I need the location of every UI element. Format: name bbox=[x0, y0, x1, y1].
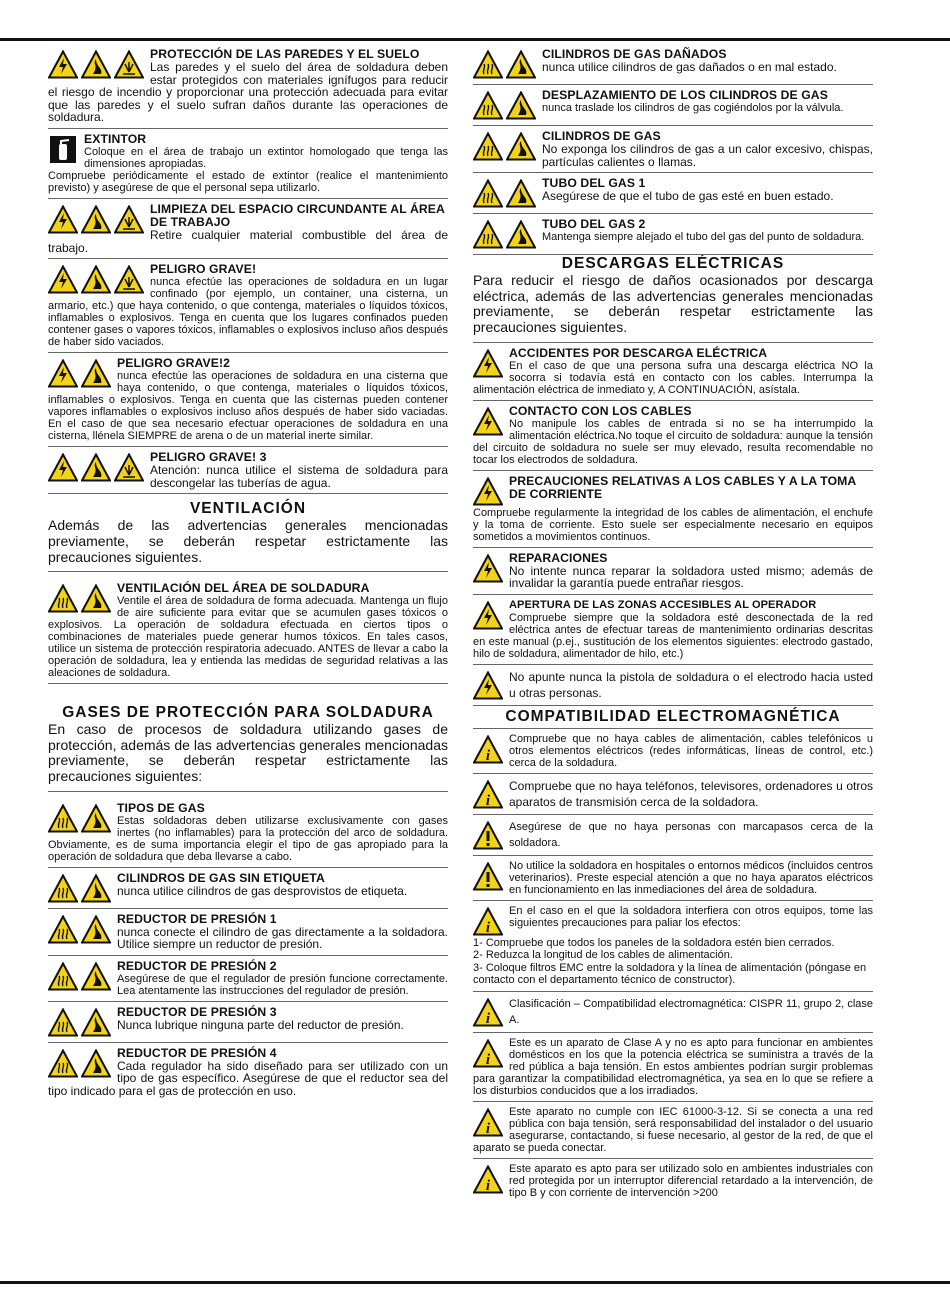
section-body: Este aparato es apto para ser utilizado solo en ambientes industriales con red protegida por un interruptor diferencial retardado a la intervención, de tipo B y con corriente de intervención >200 bbox=[509, 1162, 873, 1199]
fire-extinguisher-icon bbox=[48, 135, 78, 164]
section-emc-1 bbox=[473, 729, 873, 774]
section-body: No manipule los cables de entrada si no se ha interrumpido la alimentación eléctrica.No toque el circuito de soldadura: aunque la tensión del circuito de soldadura no suele ser muy elevado, resulta recomendable no tocar los electrodos de soldadura. bbox=[473, 417, 873, 466]
info-warning-icon bbox=[473, 1039, 503, 1068]
section-reductor-2 bbox=[48, 956, 448, 1002]
fumes-hazard-icon bbox=[48, 584, 78, 613]
fire-hazard-icon bbox=[506, 91, 536, 120]
sparks-hazard-icon bbox=[114, 453, 144, 482]
fire-hazard-icon bbox=[81, 50, 111, 79]
fire-hazard-icon bbox=[81, 265, 111, 294]
list-item: 1- Compruebe que todos los paneles de la soldadora estén bien cerrados. bbox=[473, 936, 835, 949]
fire-hazard-icon bbox=[506, 220, 536, 249]
section-tubo-2 bbox=[473, 214, 873, 255]
section-title: TUBO DEL GAS 2 bbox=[542, 217, 646, 232]
section-body: Atención: nunca utilice el sistema de soldadura para descongelar las tuberías de agua. bbox=[150, 463, 448, 490]
section-body: Compruebe siempre que la soldadora esté desconectada de la red eléctrica antes de efectuar tareas de mantenimiento ordinarias descritas en este manual (p.ej., sustitución de los elementos siguientes: electrodo gastado, hilo de soldadura, alimentador de hilo, etc.) bbox=[473, 611, 873, 660]
electric-hazard-icon bbox=[473, 477, 503, 506]
section-title: REDUCTOR DE PRESIÓN 1 bbox=[117, 911, 277, 926]
fire-hazard-icon bbox=[81, 804, 111, 833]
section-desplazamiento bbox=[473, 85, 873, 126]
fire-hazard-icon bbox=[81, 359, 111, 388]
section-title: DESPLAZAMIENTO DE LOS CILINDROS DE GAS bbox=[542, 88, 828, 102]
fumes-hazard-icon bbox=[473, 220, 503, 249]
section-peligro-1 bbox=[48, 259, 448, 353]
section-title: CONTACTO CON LOS CABLES bbox=[509, 403, 692, 418]
section-title: PRECAUCIONES RELATIVAS A LOS CABLES Y A LA TOMA DE CORRIENTE bbox=[509, 473, 856, 501]
section-emc-2 bbox=[473, 774, 873, 815]
fire-hazard-icon bbox=[506, 50, 536, 79]
intro-ventilacion: Además de las advertencias generales mencionadas previamente, se deberán respetar estrictamente las precauciones siguientes. bbox=[48, 518, 448, 572]
exclamation-warning-icon bbox=[473, 862, 503, 891]
section-body: Compruebe que no haya cables de alimentación, cables telefónicos u otros elementos eléctricos (redes informáticas, líneas de control, etc.) cerca de la soldadura. bbox=[509, 732, 873, 769]
section-title: ACCIDENTES POR DESCARGA ELÉCTRICA bbox=[509, 345, 768, 360]
fumes-hazard-icon bbox=[473, 179, 503, 208]
fire-hazard-icon bbox=[81, 1008, 111, 1037]
section-body: Mantenga siempre alejado el tubo del gas del punto de soldadura. bbox=[542, 231, 865, 244]
fumes-hazard-icon bbox=[48, 962, 78, 991]
section-title: CILINDROS DE GAS SIN ETIQUETA bbox=[117, 870, 325, 885]
section-reductor-4 bbox=[48, 1043, 448, 1102]
section-cilindros-gas bbox=[473, 126, 873, 173]
section-emc-7 bbox=[473, 1033, 873, 1102]
electric-hazard-icon bbox=[48, 265, 78, 294]
section-body: Asegúrese de que el regulador de presión funcione correctamente. Lea atentamente las instrucciones del regulador de presión. bbox=[117, 972, 448, 997]
section-sin-etiqueta bbox=[48, 868, 448, 909]
section-ventilacion-area bbox=[48, 578, 448, 684]
section-body: Este aparato no cumple con IEC 61000-3-12. Si se conecta a una red pública con baja tensión, será responsabilidad del instalador o del usuario asegurarse, contactando, si fuese necesario, al gestor de la red, de que el aparato se pueda conectar. bbox=[473, 1105, 873, 1154]
right-column bbox=[473, 44, 873, 1203]
heading-gases: GASES DE PROTECCIÓN PARA SOLDADURA bbox=[62, 704, 434, 722]
sparks-hazard-icon bbox=[114, 205, 144, 234]
fumes-hazard-icon bbox=[473, 91, 503, 120]
fire-hazard-icon bbox=[506, 132, 536, 161]
bottom-rule bbox=[0, 1281, 950, 1284]
section-title: VENTILACIÓN DEL ÁREA DE SOLDADURA bbox=[117, 581, 370, 596]
section-tipos-gas bbox=[48, 792, 448, 868]
list-item: 2- Reduzca la longitud de los cables de alimentación. bbox=[473, 949, 733, 962]
section-title: EXTINTOR bbox=[84, 131, 147, 146]
section-body: Retire cualquier material combustible del área de trabajo. bbox=[48, 227, 448, 255]
section-body: No apunte nunca la pistola de soldadura o el electrodo hacia usted u otras personas. bbox=[509, 669, 873, 700]
section-limpieza bbox=[48, 199, 448, 259]
heading-emc: COMPATIBILIDAD ELECTROMAGNÉTICA bbox=[473, 708, 873, 729]
section-body: nunca efectúe las operaciones de soldadura en un lugar confinado (por ejemplo, un container, una cisterna, un armario, etc.) que haya contenido, o que contenga, materiales o líquidos tóxicos, inflamables o explosivos. Tenga en cuenta que los lugares confinados pueden contener gases o vapores tóxicos, inflamables o explosivos incluso años después de haber sido vaciados. bbox=[48, 276, 448, 349]
section-emc-4 bbox=[473, 856, 873, 901]
electric-hazard-icon bbox=[48, 50, 78, 79]
section-body: Compruebe que no haya teléfonos, televisores, ordenadores u otros aparatos de transmisión cerca de la soldadora. bbox=[509, 778, 873, 809]
section-body: Coloque en el área de trabajo un extintor homologado que tenga las dimensiones apropiadas. bbox=[84, 145, 448, 170]
section-body: nunca utilice cilindros de gas dañados o en mal estado. bbox=[542, 60, 837, 74]
section-emc-8 bbox=[473, 1102, 873, 1159]
fire-hazard-icon bbox=[81, 1049, 111, 1078]
section-body: No exponga los cilindros de gas a un calor excesivo, chispas, partículas calientes o llamas. bbox=[542, 142, 873, 169]
fire-hazard-icon bbox=[506, 179, 536, 208]
exclamation-warning-icon bbox=[473, 821, 503, 850]
section-title: CILINDROS DE GAS DAÑADOS bbox=[542, 47, 727, 61]
electric-hazard-icon bbox=[473, 601, 503, 630]
section-title: APERTURA DE LAS ZONAS ACCESIBLES AL OPERADOR bbox=[509, 598, 817, 611]
info-warning-icon bbox=[473, 780, 503, 809]
section-peligro-3 bbox=[48, 447, 448, 494]
intro-descargas: Para reducir el riesgo de daños ocasionados por descarga eléctrica, además de las advertencias generales mencionadas previamente, se deberán respetar estrictamente las precauciones siguientes. bbox=[473, 273, 873, 342]
list-item: 3- Coloque filtros EMC entre la soldadora y la línea de alimentación (póngase en contacto con el departamento técnico de constructor). bbox=[473, 961, 867, 987]
svg-text:i: i bbox=[485, 1120, 491, 1137]
section-walls bbox=[48, 44, 448, 129]
info-warning-icon bbox=[473, 1165, 503, 1194]
section-title: REDUCTOR DE PRESIÓN 4 bbox=[117, 1045, 277, 1060]
section-body: Este es un aparato de Clase A y no es apto para funcionar en ambientes domésticos en los que la potencia eléctrica se suministra a través de la red pública a baja tensión. En estos ambientes podrían surgir problemas para garantizar la compatibilidad electromagnética, ya sea en lo que se refiere a los disturbios conducidos que a los irradiados. bbox=[473, 1036, 873, 1097]
section-emc-6 bbox=[473, 992, 873, 1033]
section-emc-9 bbox=[473, 1159, 873, 1203]
info-warning-icon bbox=[473, 1108, 503, 1137]
fire-hazard-icon bbox=[81, 962, 111, 991]
section-title: REDUCTOR DE PRESIÓN 3 bbox=[117, 1004, 277, 1019]
fumes-hazard-icon bbox=[48, 915, 78, 944]
fire-hazard-icon bbox=[81, 874, 111, 903]
section-title: CILINDROS DE GAS bbox=[542, 129, 661, 143]
section-title: LIMPIEZA DEL ESPACIO CIRCUNDANTE AL ÁREA DE TRABAJO bbox=[150, 201, 445, 229]
fire-hazard-icon bbox=[81, 205, 111, 234]
svg-text:i: i bbox=[485, 747, 491, 764]
electric-hazard-icon bbox=[48, 359, 78, 388]
svg-text:i: i bbox=[485, 1051, 491, 1068]
section-contacto bbox=[473, 401, 873, 471]
fumes-hazard-icon bbox=[473, 50, 503, 79]
section-body: Clasificación – Compatibilidad electromagnética: CISPR 11, grupo 2, clase A. bbox=[509, 997, 873, 1026]
fumes-hazard-icon bbox=[48, 874, 78, 903]
section-body: No utilice la soldadora en hospitales o entornos médicos (incluidos centros veterinarios). Preste especial atención a que no haya aparatos eléctricos en funcionamiento en las inmediaciones del área de soldadura. bbox=[509, 859, 873, 896]
section-title: REPARACIONES bbox=[509, 550, 608, 565]
section-body: En el caso de que una persona sufra una descarga eléctrica NO la socorra si todavía está en contacto con los cables. Interrumpa la alimentación eléctrica de inmediato y, A CONTINUACIÓN, asístala. bbox=[473, 359, 873, 396]
fire-hazard-icon bbox=[81, 915, 111, 944]
section-body: Nunca lubrique ninguna parte del reductor de presión. bbox=[117, 1017, 404, 1032]
section-title: PELIGRO GRAVE!2 bbox=[117, 356, 231, 371]
info-warning-icon bbox=[473, 907, 503, 936]
fire-hazard-icon bbox=[81, 584, 111, 613]
section-body: Ventile el área de soldadura de forma adecuada. Mantenga un flujo de aire suficiente para evitar que se acumulen gases tóxicos o explosivos. La operación de soldadura efectuada en ciertos tipos o combinaciones de materiales puede generar humos tóxicos. En tales casos, utilice un sistema de protección respiratoria adecuado. ANTES de llevar a cabo la operación de soldadura, lea y entienda las medidas de seguridad relativas a las aleaciones de soldadura. bbox=[48, 595, 448, 680]
section-body: Estas soldadoras deben utilizarse exclusivamente con gases inertes (no inflamables) para la protección del arco de soldadura. Obviamente, es de suma importancia elegir el tipo de gas apropiado para la operación de soldadura que deba llevarse a cabo. bbox=[48, 814, 448, 863]
section-body: Asegúrese de que el tubo de gas esté en buen estado. bbox=[542, 189, 834, 204]
section-title: PELIGRO GRAVE! bbox=[150, 262, 257, 277]
heading-ventilacion: VENTILACIÓN bbox=[189, 500, 307, 518]
section-cilindros-danados bbox=[473, 44, 873, 85]
section-accidentes bbox=[473, 343, 873, 401]
section-body: Cada regulador ha sido diseñado para ser utilizado con un tipo de gas específico. Asegúrese de que el reductor sea del tipo indicado para el gas de protección en uso. bbox=[48, 1058, 448, 1098]
svg-text:i: i bbox=[485, 1010, 491, 1027]
section-reductor-3 bbox=[48, 1002, 448, 1043]
section-tubo-1 bbox=[473, 173, 873, 214]
section-title: PELIGRO GRAVE! 3 bbox=[150, 450, 267, 465]
section-body: No intente nunca reparar la soldadora usted mismo; además de invalidar la garantía puede entrañar riesgos. bbox=[509, 563, 873, 591]
sparks-hazard-icon bbox=[114, 265, 144, 294]
section-body-2: Compruebe periódicamente el estado de extintor (realice el mantenimiento previsto) y asegúrese de que el personal sepa utilizarlo. bbox=[48, 169, 448, 194]
electric-hazard-icon bbox=[473, 407, 503, 436]
intro-gases: En caso de procesos de soldadura utilizando gases de protección, además de las advertencias generales mencionadas previamente, se deberán respetar estrictamente las precauciones siguientes: bbox=[48, 722, 448, 791]
section-body: Compruebe regularmente la integridad de los cables de alimentación, el enchufe y la toma de corriente. Esto suele ser especialmente necesario en equipos sometidos a movimientos continuos. bbox=[473, 506, 873, 543]
section-body: nunca conecte el cilindro de gas directamente a la soldadora. Utilice siempre un reductor de presión. bbox=[117, 924, 448, 952]
fumes-hazard-icon bbox=[48, 804, 78, 833]
electric-hazard-icon bbox=[48, 205, 78, 234]
electric-hazard-icon bbox=[48, 453, 78, 482]
svg-text:i: i bbox=[485, 1177, 491, 1194]
svg-text:i: i bbox=[485, 919, 491, 936]
section-body: En el caso en el que la soldadora interfiera con otros equipos, tome las siguientes precauciones para paliar los efectos: bbox=[509, 904, 873, 929]
section-apertura bbox=[473, 595, 873, 665]
section-body: nunca utilice cilindros de gas desprovistos de etiqueta. bbox=[117, 883, 408, 898]
section-emc-3 bbox=[473, 815, 873, 856]
top-rule bbox=[0, 38, 950, 41]
section-pistola bbox=[473, 665, 873, 706]
section-title: REDUCTOR DE PRESIÓN 2 bbox=[117, 958, 277, 973]
section-emc-5 bbox=[473, 901, 873, 992]
fumes-hazard-icon bbox=[48, 1049, 78, 1078]
section-reductor-1 bbox=[48, 909, 448, 956]
section-title: PROTECCIÓN DE LAS PAREDES Y EL SUELO bbox=[150, 47, 420, 61]
info-warning-icon bbox=[473, 735, 503, 764]
section-body: nunca traslade los cilindros de gas cogiéndolos por la válvula. bbox=[542, 102, 844, 114]
fire-hazard-icon bbox=[81, 453, 111, 482]
section-title: TUBO DEL GAS 1 bbox=[542, 176, 646, 191]
section-body: Asegúrese de que no haya personas con marcapasos cerca de la soldadora. bbox=[509, 820, 873, 849]
fumes-hazard-icon bbox=[48, 1008, 78, 1037]
electric-hazard-icon bbox=[473, 554, 503, 583]
section-extintor bbox=[48, 129, 448, 199]
fumes-hazard-icon bbox=[473, 132, 503, 161]
section-body: nunca efectúe las operaciones de soldadura en una cisterna que haya contenido, o que contenga, materiales o líquidos tóxicos, inflamables o explosivos. Tenga en cuenta que las cisternas pueden contener vapores inflamables o explosivos incluso años después de haber sido vaciadas. En el caso de que sea necesario efectuar operaciones de soldadura en una cisterna, llénela SIEMPRE de arena o de un material inerte similar. bbox=[48, 370, 448, 443]
heading-descargas: DESCARGAS ELÉCTRICAS bbox=[561, 255, 785, 273]
svg-text:i: i bbox=[485, 792, 491, 809]
left-column bbox=[48, 44, 448, 1101]
sparks-hazard-icon bbox=[114, 50, 144, 79]
section-body: Las paredes y el suelo del área de soldadura deben estar protegidos con materiales ignífugos para reducir el riesgo de incendio y proporcionar una protección adecuada para evitar que las paredes y el suelo sufran daños durante las operaciones de soldadura. bbox=[48, 60, 448, 125]
section-precauciones bbox=[473, 471, 873, 548]
section-reparaciones bbox=[473, 548, 873, 595]
info-warning-icon bbox=[473, 998, 503, 1027]
electric-hazard-icon bbox=[473, 671, 503, 700]
section-title: TIPOS DE GAS bbox=[117, 800, 205, 815]
electric-hazard-icon bbox=[473, 349, 503, 378]
section-peligro-2 bbox=[48, 353, 448, 447]
